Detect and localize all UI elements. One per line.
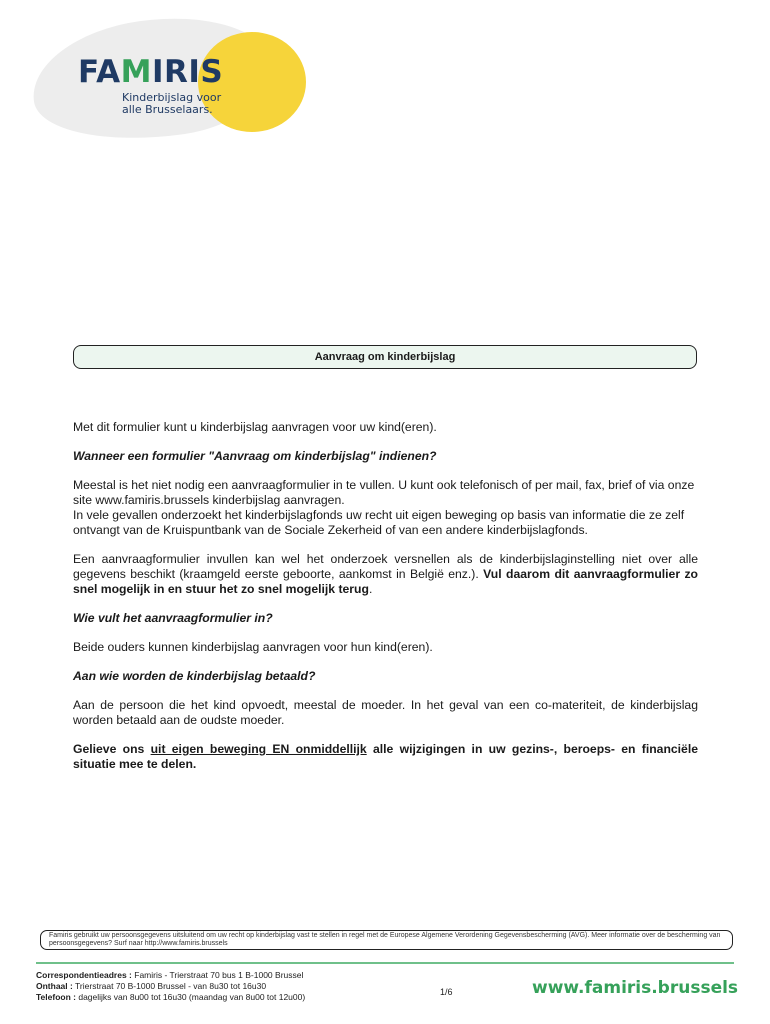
form-title: Aanvraag om kinderbijslag [73, 345, 697, 369]
answer-to-whom: Aan de persoon die het kind opvoedt, meestal de moeder. In het geval van een co-materiteit, de kinderbijslag worden betaald aan de oudste moeder. [73, 698, 698, 727]
telephone-hours: Telefoon : dagelijks van 8u00 tot 16u30 (maandag van 8u00 tot 12u00) [36, 992, 306, 1002]
website-link[interactable]: www.famiris.brussels [532, 978, 739, 998]
logo-tagline: Kinderbijslag voor alle Brusselaars. [122, 91, 222, 116]
page-number: 1/6 [440, 987, 453, 997]
intro-paragraph: Met dit formulier kunt u kinderbijslag aanvragen voor uw kind(eren). [73, 420, 437, 434]
changes-notice: Gelieve ons uit eigen beweging EN onmiddellijk alle wijzigingen in uw gezins-, beroeps- en financiële situatie mee te delen. [73, 742, 698, 771]
answer-who: Beide ouders kunnen kinderbijslag aanvragen voor hun kind(eren). [73, 640, 433, 654]
privacy-notice: Famiris gebruikt uw persoonsgegevens uitsluitend om uw recht op kinderbijslag vast te stellen in regel met de Europese Algemene Verordening Gegevensbescherming (AVG). Meer informatie over de bescherming van persoonsgegevens? Surf naar http://www.famiris.brussels [40, 930, 733, 950]
footer-divider [36, 962, 734, 964]
logo-wordmark: FAMIRIS [78, 54, 224, 90]
answer-when-3: Een aanvraagformulier invullen kan wel het onderzoek versnellen als de kinderbijslaginstelling niet over alle gegevens beschikt (kraamgeld eerste geboorte, aankomst in België enz.). Vul daarom dit aanvraagformulier zo snel mogelijk in en stuur het zo snel mogelijk terug. [73, 552, 698, 596]
answer-when-1: Meestal is het niet nodig een aanvraagformulier in te vullen. U kunt ook telefonisch of per mail, fax, brief of via onze site www.famiris.brussels kinderbijslag aanvragen. [73, 478, 695, 507]
question-who: Wie vult het aanvraagformulier in? [73, 611, 273, 625]
question-to-whom: Aan wie worden de kinderbijslag betaald? [73, 669, 316, 683]
answer-when-2: In vele gevallen onderzoekt het kinderbijslagfonds uw recht uit eigen beweging op basis van informatie die ze zelf ontvangt van de Kruispuntbank van de Sociale Zekerheid of van een andere kinderbijslagfonds. [73, 508, 685, 537]
reception-address: Onthaal : Trierstraat 70 B-1000 Brussel - van 8u30 tot 16u30 [36, 981, 267, 991]
correspondence-address: Correspondentieadres : Famiris - Trierstraat 70 bus 1 B-1000 Brussel [36, 970, 304, 980]
form-intro-text [73, 420, 698, 772]
footer-contact [36, 970, 305, 1003]
famiris-logo [28, 14, 308, 144]
question-when: Wanneer een formulier "Aanvraag om kinderbijslag" indienen? [73, 449, 437, 463]
